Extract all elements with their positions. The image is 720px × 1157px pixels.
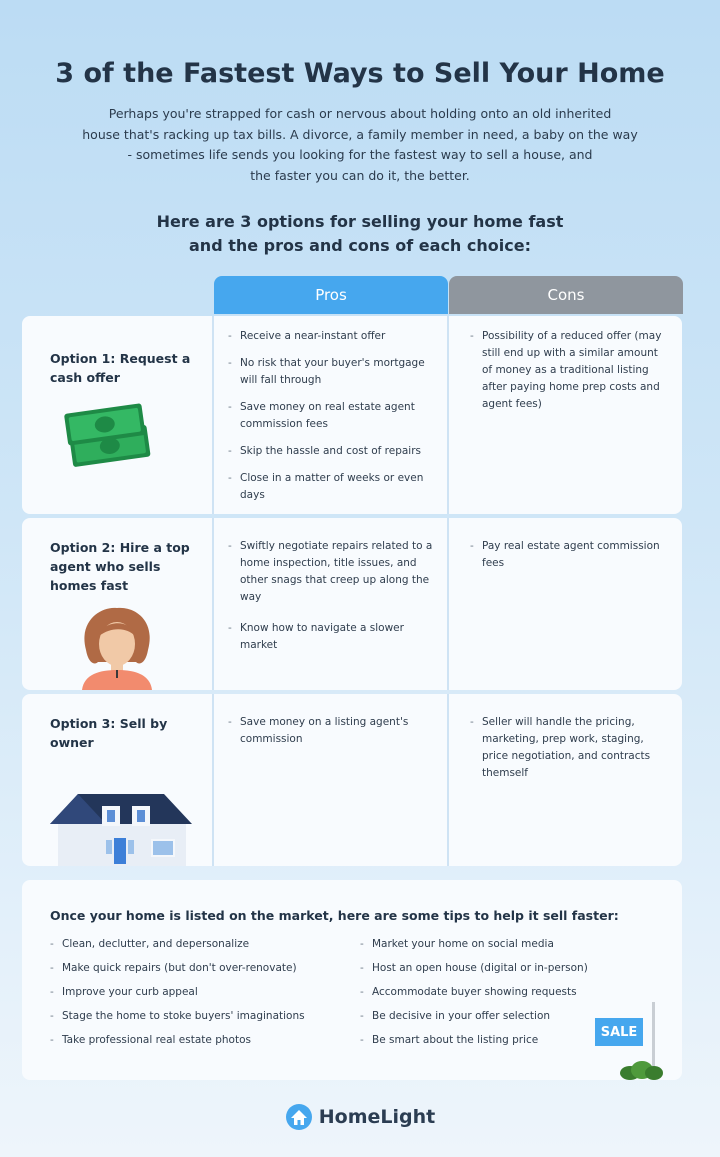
tips-heading: Once your home is listed on the market, here are some tips to help it sell faster: <box>50 908 619 923</box>
tip-item: - Host an open house (digital or in-person) <box>360 960 600 984</box>
subhead-line: Here are 3 options for selling your home fast <box>156 212 564 231</box>
tip-item: - Make quick repairs (but don't over-renovate) <box>50 960 350 984</box>
sale-sign: SALE <box>595 1018 643 1046</box>
option-title: Option 1: Request a cash offer <box>50 351 191 385</box>
pro-item: - Close in a matter of weeks or even days <box>228 470 438 504</box>
column-divider <box>212 518 214 690</box>
page-title: 3 of the Fastest Ways to Sell Your Home <box>55 58 665 89</box>
tip-item: - Stage the home to stoke buyers' imaginations <box>50 1008 350 1032</box>
option-3-row <box>22 694 682 866</box>
pro-item: - Know how to navigate a slower market <box>228 620 438 654</box>
homelight-logo-icon <box>285 1103 313 1131</box>
pro-item: - Swiftly negotiate repairs related to a home inspection, title issues, and other snags that creep up along the way <box>228 538 438 606</box>
tip-item: - Take professional real estate photos <box>50 1032 350 1056</box>
intro-line: house that's racking up tax bills. A divorce, a family member in need, a baby on the way <box>82 126 638 142</box>
con-item: - Possibility of a reduced offer (may still end up with a similar amount of money as a traditional listing after paying home prep costs and agent fees) <box>470 328 670 413</box>
section-subheading <box>0 210 720 258</box>
pro-item: - Receive a near-instant offer <box>228 328 438 345</box>
option-title: Option 3: Sell by owner <box>50 716 168 750</box>
bush-icon <box>618 1060 664 1080</box>
subhead-line: and the pros and cons of each choice: <box>189 236 531 255</box>
brand-logo <box>0 1103 720 1131</box>
pros-column-header: Pros <box>214 276 448 314</box>
tip-item: - Clean, declutter, and depersonalize <box>50 936 350 960</box>
intro-paragraph <box>80 104 640 186</box>
tip-item: - Improve your curb appeal <box>50 984 350 1008</box>
house-icon <box>48 790 194 866</box>
brand-name: HomeLight <box>318 1106 436 1128</box>
option-2-row <box>22 518 682 690</box>
column-divider <box>212 316 214 514</box>
pro-item: - Save money on a listing agent's commission <box>228 714 438 748</box>
tip-item: - Be decisive in your offer selection <box>360 1008 600 1032</box>
cash-icon <box>64 400 154 480</box>
option-1-row <box>22 316 682 514</box>
tip-item: - Be smart about the listing price <box>360 1032 600 1056</box>
option-title: Option 2: Hire a top agent who sells homes fast <box>50 540 190 593</box>
tip-item: - Accommodate buyer showing requests <box>360 984 600 1008</box>
agent-icon <box>72 606 162 690</box>
pro-item: - No risk that your buyer's mortgage will fall through <box>228 355 438 389</box>
tips-card <box>22 880 682 1080</box>
column-divider <box>212 694 214 866</box>
pro-item: - Skip the hassle and cost of repairs <box>228 443 438 460</box>
tip-item: - Market your home on social media <box>360 936 600 960</box>
intro-line: Perhaps you're strapped for cash or nervous about holding onto an old inherited <box>108 106 612 121</box>
column-divider <box>447 316 449 514</box>
column-divider <box>447 694 449 866</box>
intro-line: the faster you can do it, the better. <box>250 167 470 183</box>
intro-line: - sometimes life sends you looking for the fastest way to sell a house, and <box>127 147 593 162</box>
pro-item: - Save money on real estate agent commission fees <box>228 399 438 433</box>
cons-column-header: Cons <box>449 276 683 314</box>
con-item: - Seller will handle the pricing, marketing, prep work, staging, price negotiation, and contracts themself <box>470 714 670 782</box>
column-divider <box>447 518 449 690</box>
con-item: - Pay real estate agent commission fees <box>470 538 670 572</box>
